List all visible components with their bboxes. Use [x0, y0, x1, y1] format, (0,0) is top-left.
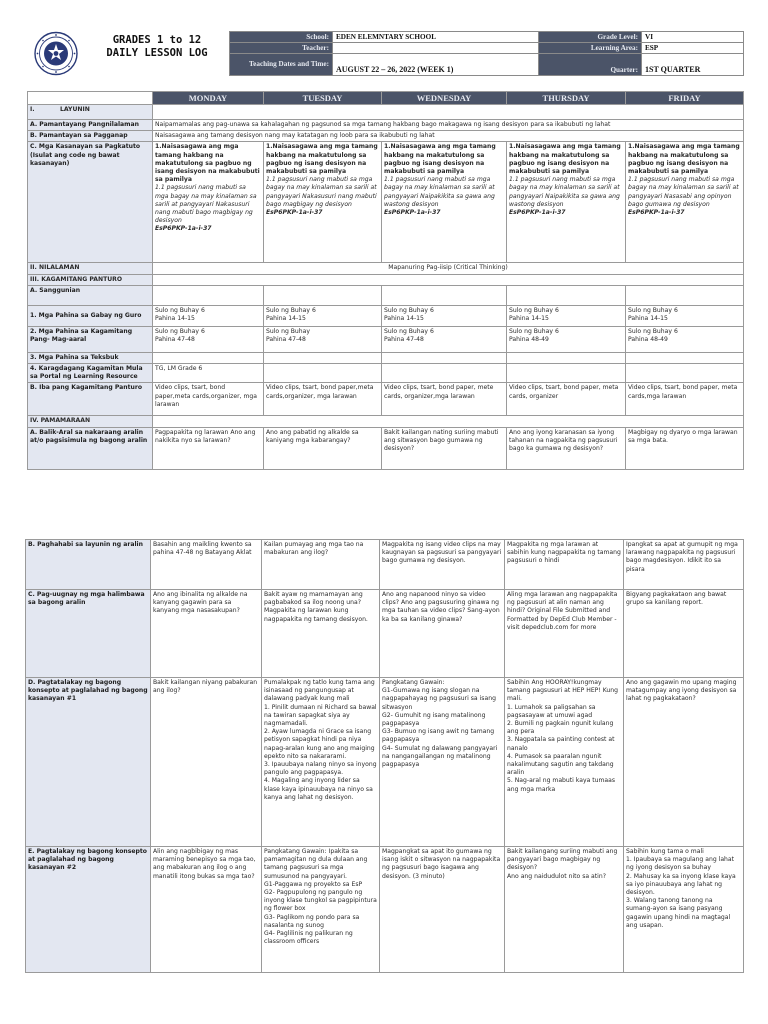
- karagdagang-monday: TG, LM Grade 6: [153, 364, 264, 383]
- pamantayang-pangnilalaman-value: Naipamamalas ang pag-unawa sa kahalagahan ng pagsunod sa mga tamang hakbang bago makagawa ng isang desisyon para sa ikabubuti ng lahat: [153, 120, 744, 131]
- list-line: G4- Paglilinis ng palikuran ng classroom officers: [264, 930, 353, 946]
- day-header-thursday: THURSDAY: [507, 92, 626, 105]
- karagdagang-thursday: [507, 364, 626, 383]
- grade-level-value: VI: [642, 32, 744, 43]
- pagkatuto-code: EsP6PKP-1a-i-37: [384, 209, 441, 217]
- day-header-wednesday: WEDNESDAY: [382, 92, 507, 105]
- pag-uugnay-monday: Ano ang ibinalita ng alkalde na kanyang gagawin para sa kanyang mga nasasakupan?: [151, 590, 262, 678]
- pagkatuto-friday: [626, 142, 744, 263]
- pagtatalakay-2-tuesday: [262, 847, 380, 973]
- pagkatuto-italic: 1.1 pagsusuri nang mabuti sa mga bagay na may kinalaman sa sarili at pangyayari Nasasabi ang opinyon bago gumawa ng desisyon: [628, 176, 739, 208]
- gabay-guro-pages: Pahina 14-15: [509, 315, 549, 323]
- pagkatuto-thursday: [507, 142, 626, 263]
- book-pages: Pahina 47-48: [155, 336, 195, 344]
- gabay-guro-pages: Pahina 14-15: [628, 315, 668, 323]
- iba-pang-friday: Video clips, tsart, bond paper, meta cards,mga larawan: [626, 383, 744, 416]
- pag-uugnay-wednesday: Ano ang napanood ninyo sa video clips? Ano ang pagsusuring ginawa ng mga tauhan sa video clips? Sang-ayon ka ba sa kanilang ginawa?: [380, 590, 505, 678]
- book-title: Sulo ng Buhay 6: [628, 327, 678, 335]
- gabay-guro-book: Sulo ng Buhay 6: [155, 306, 205, 314]
- list-line: Ano ang gagawin mo upang maging matagumpay ang iyong desisyon sa lahat ng pagkakataon?: [626, 679, 737, 703]
- list-line: 1. Pinilit dumaan ni Richard sa bawal na tawiran sapagkat siya ay nagmamadali.: [264, 703, 377, 728]
- iba-pang-tuesday: Video clips, tsart, bond paper,meta cards,organizer, mga larawan: [264, 383, 382, 416]
- iba-pang-monday: Video clips, tsart, bond paper,meta cards,organizer, mga larawan: [153, 383, 264, 416]
- learning-area-label: Learning Area:: [539, 43, 642, 54]
- kagamitang-mag-aaral-label: 2. Mga Pahina sa Kagamitang Pang- Mag-aaral: [28, 326, 153, 352]
- header: [25, 31, 743, 76]
- balik-aral-wednesday: Bakit kailangan nating suriing mabuti ang sitwasyon bago gumawa ng desisyon?: [382, 427, 507, 469]
- list-line: 2. Ayaw lumagda ni Grace sa isang petisyon sapagkat hindi pa niya napag-aralan kung ano ang maiging epekto nito sa nakararami.: [264, 728, 375, 760]
- kagamitang-panturo-label: III. KAGAMITANG PANTURO: [28, 274, 153, 285]
- pagkatuto-monday: [153, 142, 264, 263]
- list-line: 5. Nag-aral ng mabuti kaya tumaas ang mga marka: [507, 777, 616, 793]
- book-pages: Pahina 48-49: [628, 336, 668, 344]
- karagdagang-tuesday: [264, 364, 382, 383]
- list-line: G1-Gumawa ng isang slogan na nagpapahayag ng pagsusuri sa isang sitwasyon: [382, 687, 496, 711]
- list-line: 2. Bumili ng pagkain ngunit kulang ang pera: [507, 720, 614, 736]
- pagkatuto-bold: 1.Naisasagawa ang mga tamang hakbang na makatutulong sa pagbuo ng isang desisyon na makabubuti sa pamilya: [628, 143, 740, 176]
- kagamitang-mag-aaral-tuesday: [264, 326, 382, 352]
- title-line-1: GRADES 1 to 12: [112, 34, 202, 46]
- list-line: Sabihin kung tama o mali: [626, 848, 704, 855]
- header-meta-table: [229, 31, 744, 76]
- list-line: 4. Magaling ang inyong lider sa klase kaya ipinauubaya na ninyo sa kanya ang lahat ng desisyon.: [264, 777, 373, 801]
- list-line: 1. Lumahok sa paligsahan sa pagsasayaw at umuwi agad: [507, 703, 596, 719]
- kagamitang-mag-aaral-monday: [153, 326, 264, 352]
- nilalaman-value: Mapanuring Pag-iisip (Critical Thinking): [153, 263, 744, 274]
- book-title: Sulo ng Buhay 6: [155, 327, 205, 335]
- paghahabi-friday: Ipangkat sa apat at gumupit ng mga larawang nagpapakita ng pagsusuri bago magdesisyon. Idikit ito sa pisara: [624, 540, 744, 590]
- list-line: Sabihin Ang HOORAY!kungmay tamang pagsusuri at HEP HEP! Kung mali.: [507, 679, 619, 703]
- balik-aral-monday: Pagpapakita ng larawan Ano ang nakikita nyo sa larawan?: [153, 427, 264, 469]
- pagkatuto-bold: 1.Naisasagawa ang mga tamang hakbang na makatutulong sa pagbuo ng isang desisyon na makabubuti sa pamilya: [509, 143, 621, 176]
- list-line: Magpangkat sa apat ito gumawa ng isang iskit o sitwasyon na nagpapakita ng pagsusuri bago isagawa ang desisyon. (3 minuto): [382, 848, 501, 880]
- pagkatuto-bold: 1.Naisasagawa ang mga tamang hakbang na makatutulong sa pagbuo ng isang desisyon na makabubuti sa pamilya: [266, 143, 378, 176]
- pagtatalakay-2-monday: [151, 847, 262, 973]
- section-layunin: I. LAYUNIN: [28, 105, 153, 120]
- kagamitang-mag-aaral-thursday: [507, 326, 626, 352]
- pag-uugnay-tuesday: Bakit ayaw ng mamamayan ang pagbabakod sa ilog noong una? Magpakita ng larawan kung nagpapakita ng tamang desisyon.: [262, 590, 380, 678]
- gabay-guro-tuesday: [264, 305, 382, 326]
- karagdagang-wednesday: [382, 364, 507, 383]
- pagkatuto-bold: 1.Naisasagawa ang mga tamang hakbang na makatutulong sa pagbuo ng isang desisyon na makabubuti sa pamilya: [155, 143, 260, 184]
- pagkatuto-code: EsP6PKP-1a-i-37: [509, 209, 566, 217]
- teacher-value: [333, 43, 539, 54]
- learning-area-value: ESP: [642, 43, 744, 54]
- book-title: Sulo ng Buhay 6: [509, 327, 559, 335]
- list-line: 3. Nagpatala sa painting contest at nanalo: [507, 736, 615, 752]
- list-line: Pumalakpak ng tatlo kung tama ang isinasaad ng pangungusap at dalawang padyak kung mali: [264, 679, 375, 703]
- title-line-2: DAILY LESSON LOG: [106, 47, 208, 59]
- teksbuk-wednesday: [382, 352, 507, 363]
- balik-aral-label: A. Balik-Aral sa nakaraang aralin at/o pagsisimula ng bagong aralin: [28, 427, 153, 469]
- book-pages: Pahina 48-49: [509, 336, 549, 344]
- pamantayan-pagganap-label: B. Pamantayan sa Pagganap: [28, 131, 153, 142]
- pagtatalakay-2-wednesday: [380, 847, 505, 973]
- teacher-label: Teacher:: [230, 43, 333, 54]
- school-label: School:: [230, 32, 333, 43]
- gabay-guro-book: Sulo ng Buhay 6: [266, 306, 316, 314]
- list-line: 1. Ipaubaya sa magulang ang lahat ng iyong desisyon sa buhay: [626, 856, 735, 872]
- list-line: G4- Sumulat ng dalawang pangyayari na nangangailangan ng matalinong pagpapasya: [382, 744, 498, 769]
- teksbuk-friday: [626, 352, 744, 363]
- gabay-guro-book: Sulo ng Buhay 6: [628, 306, 678, 314]
- karagdagang-friday: [626, 364, 744, 383]
- pagtatalakay-1-thursday: [505, 678, 624, 847]
- pagkatuto-wednesday: [382, 142, 507, 263]
- book-pages: Pahina 47-48: [384, 336, 424, 344]
- list-line: Bakit kailangan niyang pabakuran ang ilog?: [153, 679, 258, 695]
- book-pages: Pahina 47-48: [266, 336, 306, 344]
- gabay-guro-friday: [626, 305, 744, 326]
- list-line: 3. Ipauubaya nalang ninyo sa inyong pangulo ang pagpapasya.: [264, 761, 377, 777]
- list-line: G3- Bumuo ng isang awit ng tamang pagpapasya: [382, 728, 495, 744]
- sanggunian-wednesday: [382, 285, 507, 305]
- day-header-monday: MONDAY: [153, 92, 264, 105]
- pagtatalakay-1-label: D. Pagtatalakay ng bagong konsepto at paglalahad ng bagong kasanayan #1: [26, 678, 151, 847]
- teaching-dates-value: AUGUST 22 – 26, 2022 (WEEK 1): [333, 54, 539, 76]
- gabay-guro-pages: Pahina 14-15: [384, 315, 424, 323]
- iba-pang-wednesday: Video clips, tsart, bond paper, mete cards, organizer,mga larawan: [382, 383, 507, 416]
- pag-uugnay-label: C. Pag-uugnay ng mga halimbawa sa bagong aralin: [26, 590, 151, 678]
- gabay-guro-book: Sulo ng Buhay 6: [384, 306, 434, 314]
- teksbuk-tuesday: [264, 352, 382, 363]
- corner-cell: [28, 92, 153, 105]
- book-title: Sulo ng Buhay 6: [384, 327, 434, 335]
- list-line: 3. Walang tanong tanong na sumang-ayon sa isang pasyang gagawin upang hindi na magtagal ang usapan.: [626, 897, 731, 929]
- gabay-guro-pages: Pahina 14-15: [266, 315, 306, 323]
- school-value: EDEN ELEMNTARY SCHOOL: [333, 32, 539, 43]
- pamantayang-pangnilalaman-label: A. Pamantayang Pangnilalaman: [28, 120, 153, 131]
- list-line: 2. Mahusay ka sa inyong klase kaya sa iyo pinauubaya ang lahat ng desisyon.: [626, 872, 736, 897]
- gabay-guro-label: 1. Mga Pahina sa Gabay ng Guro: [28, 305, 153, 326]
- gabay-guro-thursday: [507, 305, 626, 326]
- teksbuk-monday: [153, 352, 264, 363]
- pagkatuto-bold: 1.Naisasagawa ang mga tamang hakbang na makatutulong sa pagbuo ng isang desisyon na makabubuti sa pamilya: [384, 143, 496, 176]
- balik-aral-thursday: Ano ang iyong karanasan sa iyong tahanan na nagpakita ng pagsusuri bago ka gumawa ng desisyon?: [507, 427, 626, 469]
- pagtatalakay-2-thursday: [505, 847, 624, 973]
- gabay-guro-monday: [153, 305, 264, 326]
- day-header-friday: FRIDAY: [626, 92, 744, 105]
- paghahabi-label: B. Paghahabi sa layunin ng aralin: [26, 540, 151, 590]
- pagkatuto-label: C. Mga Kasanayan sa Pagkatuto (Isulat ang code ng bawat kasanayan): [28, 142, 153, 263]
- quarter-value: 1ST QUARTER: [642, 54, 744, 76]
- gabay-guro-wednesday: [382, 305, 507, 326]
- teksbuk-thursday: [507, 352, 626, 363]
- sanggunian-label: A. Sanggunian: [28, 285, 153, 305]
- deped-seal-icon: [27, 31, 85, 76]
- list-line: Ano ang naidudulot nito sa atin?: [507, 872, 606, 880]
- list-line: G2- Gumuhit ng isang matalinong pagpapasya: [382, 711, 486, 728]
- iba-pang-kagamitan-label: B. Iba pang Kagamitang Panturo: [28, 383, 153, 416]
- kagamitang-mag-aaral-friday: [626, 326, 744, 352]
- list-line: 4. Pumasok sa paaralan ngunit nakalimutang sagutin ang takdang aralin: [507, 752, 614, 777]
- teksbuk-label: 3. Mga Pahina sa Teksbuk: [28, 352, 153, 363]
- karagdagang-kagamitan-label: 4. Karagdagang Kagamitan Mula sa Portal ng Learning Resource: [28, 364, 153, 383]
- pagkatuto-code: EsP6PKP-1a-i-37: [266, 209, 323, 217]
- sanggunian-friday: [626, 285, 744, 305]
- pagkatuto-italic: 1.1 pagsusuri nang mabuti sa mga bagay na may kinalaman sa sarili at pangyayari Nakasusuri nang mabuti bago magbigay ng desisyon: [266, 176, 377, 208]
- book-title: Sulo ng Buhay: [266, 327, 311, 335]
- gabay-guro-book: Sulo ng Buhay 6: [509, 306, 559, 314]
- day-header-tuesday: TUESDAY: [264, 92, 382, 105]
- grade-level-label: Grade Level:: [539, 32, 642, 43]
- sanggunian-tuesday: [264, 285, 382, 305]
- list-line: Pangkatang Gawain:: [382, 679, 445, 686]
- pag-uugnay-friday: Bigyang pagkakataon ang bawat grupo sa kanilang report.: [624, 590, 744, 678]
- sanggunian-monday: [153, 285, 264, 305]
- paghahabi-tuesday: Kailan pumayag ang mga tao na mabakuran ang ilog?: [262, 540, 380, 590]
- pagtatalakay-1-wednesday: [380, 678, 505, 847]
- kagamitang-mag-aaral-wednesday: [382, 326, 507, 352]
- pagkatuto-code: EsP6PKP-1a-i-37: [628, 209, 685, 217]
- pamamaraan-blank: [153, 416, 744, 427]
- pagkatuto-tuesday: [264, 142, 382, 263]
- balik-aral-tuesday: Ano ang pabatid ng alkalde sa kaniyang mga kabarangay?: [264, 427, 382, 469]
- layunin-blank: [153, 105, 744, 120]
- pagkatuto-italic: 1.1 pagsusuri nang mabuti sa mga bagay na may kinalaman sa sarili at pangyayari Naipakikita sa gawa ang wastong desisyon: [384, 176, 495, 208]
- lesson-table-part-1: [27, 91, 744, 470]
- pagkatuto-code: EsP6PKP-1a-i-37: [155, 225, 212, 233]
- pagtatalakay-2-label: E. Pagtalakay ng bagong konsepto at paglalahad ng bagong kasanayan #2: [26, 847, 151, 973]
- iba-pang-thursday: Video clips, tsart, bond paper, meta cards, organizer: [507, 383, 626, 416]
- nilalaman-label: II. NILALAMAN: [28, 263, 153, 274]
- teaching-dates-label: Teaching Dates and Time:: [230, 54, 333, 76]
- list-line: G2- Pagpupulong ng pangulo ng inyong klase tungkol sa pagpipintura ng flower box: [264, 889, 377, 913]
- pagkatuto-italic: 1.1 pagsusuri nang mabuti sa mga bagay na may kinalaman sa sarili at pangyayari Naipakikita sa gawa ang wastong desisyon: [509, 176, 620, 208]
- pagkatuto-italic: 1.1 pagsusuri nang mabuti sa mga bagay na may kinalaman sa sarili at pangyayari Nakasusuri nang mabuti bago magbigay ng desisyon: [155, 184, 257, 225]
- list-line: Pangkatang Gawain: Ipakita sa pamamagitan ng dula dulaan ang tamang pagsusuri sa mga sumusunod na pangyayari.: [264, 848, 368, 880]
- pagtatalakay-1-monday: [151, 678, 262, 847]
- kagamitang-blank: [153, 274, 744, 285]
- pag-uugnay-thursday: Aling mga larawan ang nagpapakita ng pagsusuri at alin naman ang hindi? Original File Submitted and Formatted by DepEd Club Member - visit depedclub.com for more: [505, 590, 624, 678]
- list-line: G3- Paglikom ng pondo para sa nasalanta ng sunog: [264, 913, 360, 929]
- list-line: G1-Paggawa ng proyekto sa EsP: [264, 880, 363, 888]
- pagtatalakay-1-tuesday: [262, 678, 380, 847]
- paghahabi-monday: Basahin ang maikling kwento sa pahina 47-48 ng Batayang Aklat: [151, 540, 262, 590]
- pagtatalakay-2-friday: [624, 847, 744, 973]
- paghahabi-wednesday: Magpakita ng isang video clips na may kaugnayan sa pagsusuri sa pangyayari bago gumawa ng desisyon.: [380, 540, 505, 590]
- quarter-label: Quarter:: [539, 54, 642, 76]
- sanggunian-thursday: [507, 285, 626, 305]
- list-line: Alin ang nagbibigay ng mas maraming benepisyo sa mga tao, ang mabakuran ang ilog o ang manatili itong bukas sa mga tao?: [153, 848, 256, 880]
- pamantayan-pagganap-value: Naisasagawa ang tamang desisyon nang may katatagan ng loob para sa ikabubuti ng lahat: [153, 131, 744, 142]
- document-title: [87, 31, 227, 76]
- list-line: Bakit kailangang suriing mabuti ang pangyayari bago magbigay ng desisyon?: [507, 848, 618, 872]
- paghahabi-thursday: Magpakita ng mga larawan at sabihin kung nagpapakita ng tamang pagsusuri o hindi: [505, 540, 624, 590]
- gabay-guro-pages: Pahina 14-15: [155, 315, 195, 323]
- lesson-table-part-2: [25, 539, 744, 973]
- pamamaraan-label: IV. PAMAMARAAN: [28, 416, 153, 427]
- pagtatalakay-1-friday: [624, 678, 744, 847]
- balik-aral-friday: Magbigay ng dyaryo o mga larawan sa mga bata.: [626, 427, 744, 469]
